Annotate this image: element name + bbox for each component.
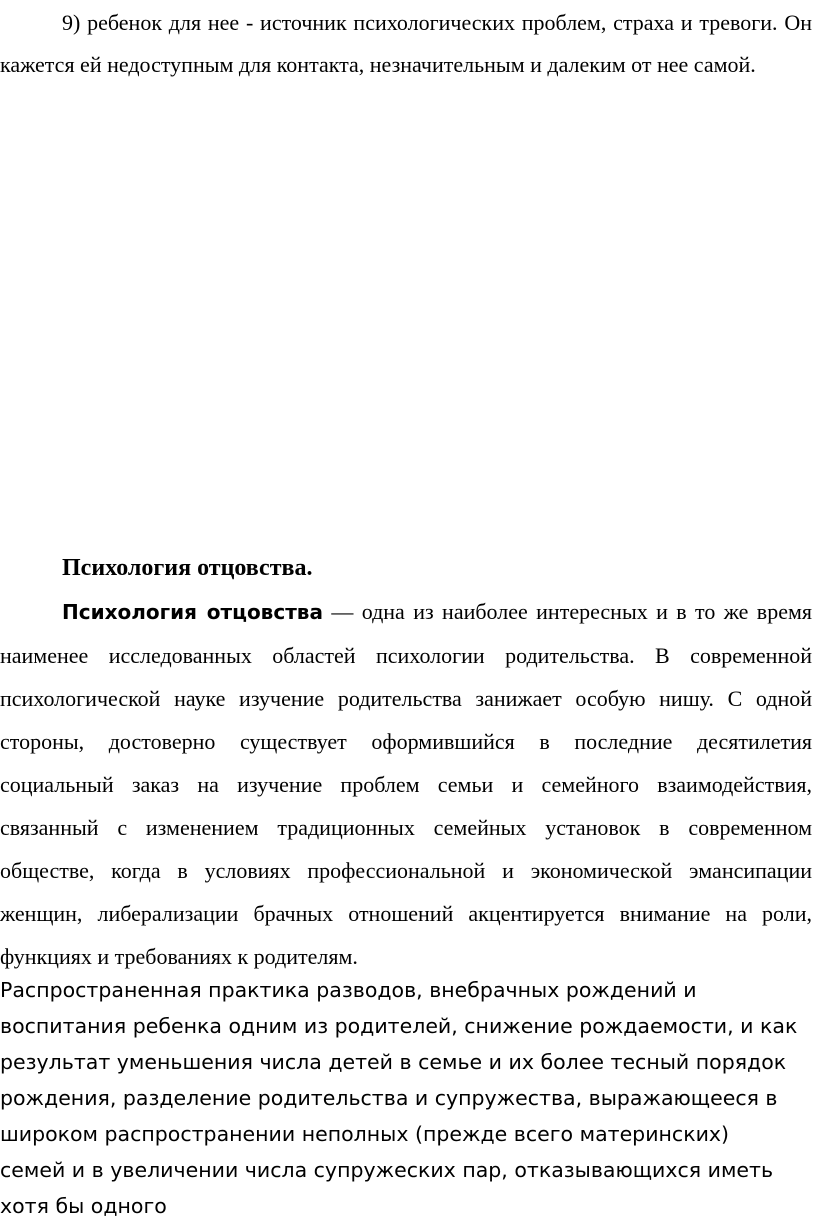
- paragraph-item-9: 9) ребенок для нее - источник психологических проблем, страха и тревоги. Он кажется ей недоступным для контакта, незначительным и далеким от нее самой.: [0, 10, 812, 77]
- section-heading: Психология отцовства.: [62, 555, 313, 581]
- paragraph-divorce-practice: Распространенная практика разводов, внебрачных рождений и воспитания ребенка одним из родителей, снижение рождаемости, и как результат уменьшения числа детей в семье и их более тесный порядок рождения, разделение родительства и супружества, выражающееся в широком распространении неполных (прежде всего материнских) семей и в увеличении числа супружеских пар, отказывающихся иметь хотя бы одного: [0, 978, 798, 1218]
- paragraph-fatherhood-intro: [0, 590, 812, 978]
- lead-term: Психология отцовства: [62, 600, 323, 624]
- paragraph-body-text: — одна из наиболее интересных и в то же время наименее исследованных областей психологии родительства. В современной психологической науке изучение родительства занижает особую нишу. С одной стороны, достоверно существует оформившийся в последние десятилетия социальный заказ на изучение проблем семьи и семейного взаимодействия, связанный с изменением традиционных семейных установок в современном обществе, когда в условиях профессиональной и экономической эмансипации женщин, либерализации брачных отношений акцентируется внимание на роли, функциях и требованиях к родителям.: [0, 599, 812, 969]
